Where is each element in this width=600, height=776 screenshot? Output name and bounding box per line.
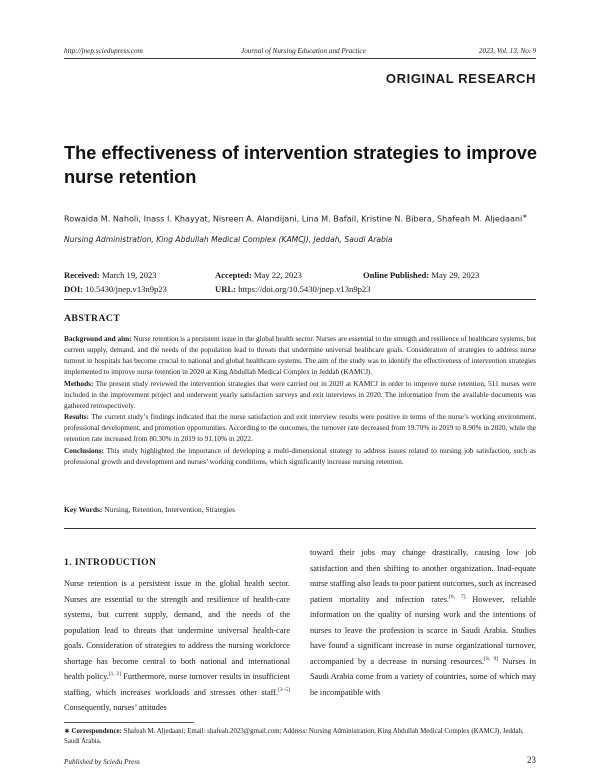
intro-right-column (310, 545, 536, 700)
published-label: Online Published: (363, 270, 430, 280)
abstract-methods (64, 379, 536, 412)
accepted-date (215, 270, 302, 280)
doi-label: DOI: (64, 284, 84, 294)
header-volume: 2023, Vol. 13, No. 9 (478, 47, 536, 55)
affiliation: Nursing Administration, King Abdullah Medical Complex (KAMCJ), Jeddah, Saudi Arabia (64, 235, 393, 244)
header-rule (64, 58, 536, 59)
page-number: 23 (527, 755, 536, 765)
methods-label: Methods: (64, 379, 94, 388)
results-text: The current study’s findings indicated that the nurse satisfaction and exit interview results were positive in terms of the nurse’s working environment, professional development, and promotion opportunities. According to the outcomes, the turnover rate decreased from 19.70% in 2019 to 8.90% in 2020, while the retention rate increased from 80.30% in 2019 to 91.10% in 2022. (64, 413, 537, 444)
keywords-rule (64, 528, 536, 529)
publisher-footer: Published by Sciedu Press (64, 758, 140, 766)
correspondence-label: ∗ Correspondence: (64, 728, 122, 735)
doi-value[interactable]: 10.5430/jnep.v13n9p23 (85, 284, 167, 294)
citation-4[interactable]: [8, 9] (484, 656, 499, 663)
abstract-body (64, 334, 536, 468)
keywords-text: Nursing, Retention, Intervention, Strategies (104, 505, 236, 514)
header-url[interactable]: http://jnep.sciedupress.com (64, 47, 143, 55)
correspondence-footnote (64, 727, 536, 748)
abstract-background (64, 334, 536, 379)
received-value: March 19, 2023 (101, 270, 157, 280)
conclusions-label: Conclusions: (64, 446, 104, 455)
meta-rule (64, 299, 536, 300)
header-journal: Journal of Nursing Education and Practice (241, 47, 366, 55)
intro-right-text-c: Nurses in Saudi Arabia come from a variety of countries, some of which may be incompatible with (310, 656, 536, 697)
abstract-results (64, 412, 536, 445)
methods-text: The present study reviewed the intervention strategies that were carried out in 2020 at KAMCJ in order to improve nurse retention, 511 nurses were included in the improvement project and underwent yearly satisfaction surveys and exit interviews in 2020. The information from the available documents was gathered retrospectively. (64, 379, 537, 410)
article-type: ORIGINAL RESEARCH (385, 71, 536, 86)
footnote-rule (64, 722, 194, 723)
url-link[interactable]: https://doi.org/10.5430/jnep.v13n9p23 (238, 284, 371, 294)
citation-3[interactable]: [6, 7] (449, 593, 466, 600)
received-date (64, 270, 157, 280)
article-title: The effectiveness of intervention strategies to improve nurse retention (64, 143, 537, 187)
results-label: Results: (64, 413, 89, 422)
published-value: May 29, 2023 (431, 270, 480, 280)
intro-right-text-a: toward their jobs may change drastically, causing low job satisfaction and then shifting to another organization. Inad-equate nurse staffing also leads to poor patient outcomes, such as increased patient mortality and infection rates. (310, 548, 536, 604)
intro-left-text-c: Consequently, nurses’ attitudes (64, 703, 167, 713)
doi-line (64, 284, 167, 294)
published-date (363, 270, 479, 280)
accepted-value: May 22, 2023 (253, 270, 302, 280)
corresponding-mark: ∗ (522, 213, 528, 220)
accepted-label: Accepted: (215, 270, 252, 280)
abstract-conclusions (64, 446, 536, 468)
url-line (215, 284, 371, 294)
citation-1[interactable]: [1, 2] (108, 671, 121, 678)
intro-left-text-b: Furthermore, nurse turnover results in insufficient staffing, which increases workloads and stresses other staff. (64, 672, 290, 697)
intro-right-text-b: However, reliable information on the quality of nursing work and the intentions of nurses to leave the profession is scarce in Saudi Arabia. Studies have found a significant increase in nurse organizational turnover, accompanied by a decrease in nursing resources. (310, 594, 536, 666)
intro-left-text-a: Nurse retention is a persistent issue in the global health sector. Nurses are essential to the strength and resilience of health-care systems, but current supply, demand, and the needs of the population lead to threats that undermine universal health-care goals. Consideration of strategies to address the nursing workforce shortage has become central to both national and international health policy. (64, 579, 290, 682)
background-text: Nurse retention is a persistent issue in the global health sector. Nurses are essential to the strength and resilience of healthcare systems, but current supply, demand, and the needs of the population lead to threats that undermine universal healthcare goals. Consideration of strategies to address nurse turnout in hospitals has become crucial to national and global healthcare systems. The aim of the study was to identify the effectiveness of intervention strategies implemented to improve nurse retention in 2020 at King Abdullah Medical Complex in Jeddah (KAMCJ). (64, 335, 536, 377)
citation-2[interactable]: [3–5] (278, 687, 290, 694)
abstract-heading: ABSTRACT (64, 313, 121, 324)
section-heading: 1. INTRODUCTION (64, 557, 157, 568)
background-label: Background and aim: (64, 335, 132, 343)
correspondence-text: Shafeah M. Aljedaani; Email: shafeah.2023@gmail.com; Address: Nursing Administration, King Abdullah Medical Complex (KAMCJ), Jeddah, Saudi Arabia. (64, 728, 524, 746)
author-list (64, 213, 544, 224)
conclusions-text: This study highlighted the importance of developing a multi-dimensional strategy to address issues related to nursing job satisfaction, such as professional growth and development and nurses’ working conditions, which significantly increase nursing retention. (64, 446, 536, 466)
received-label: Received: (64, 270, 100, 280)
keywords-label: Key Words: (64, 505, 103, 514)
url-label: URL: (215, 284, 237, 294)
intro-left-column (64, 576, 290, 716)
keywords (64, 505, 235, 514)
authors-text: Rowaida M. Naholi, Inass I. Khayyat, Nisreen A. Alandijani, Lina M. Bafail, Kristine N. Bibera, Shafeah M. Aljedaani (64, 213, 523, 224)
